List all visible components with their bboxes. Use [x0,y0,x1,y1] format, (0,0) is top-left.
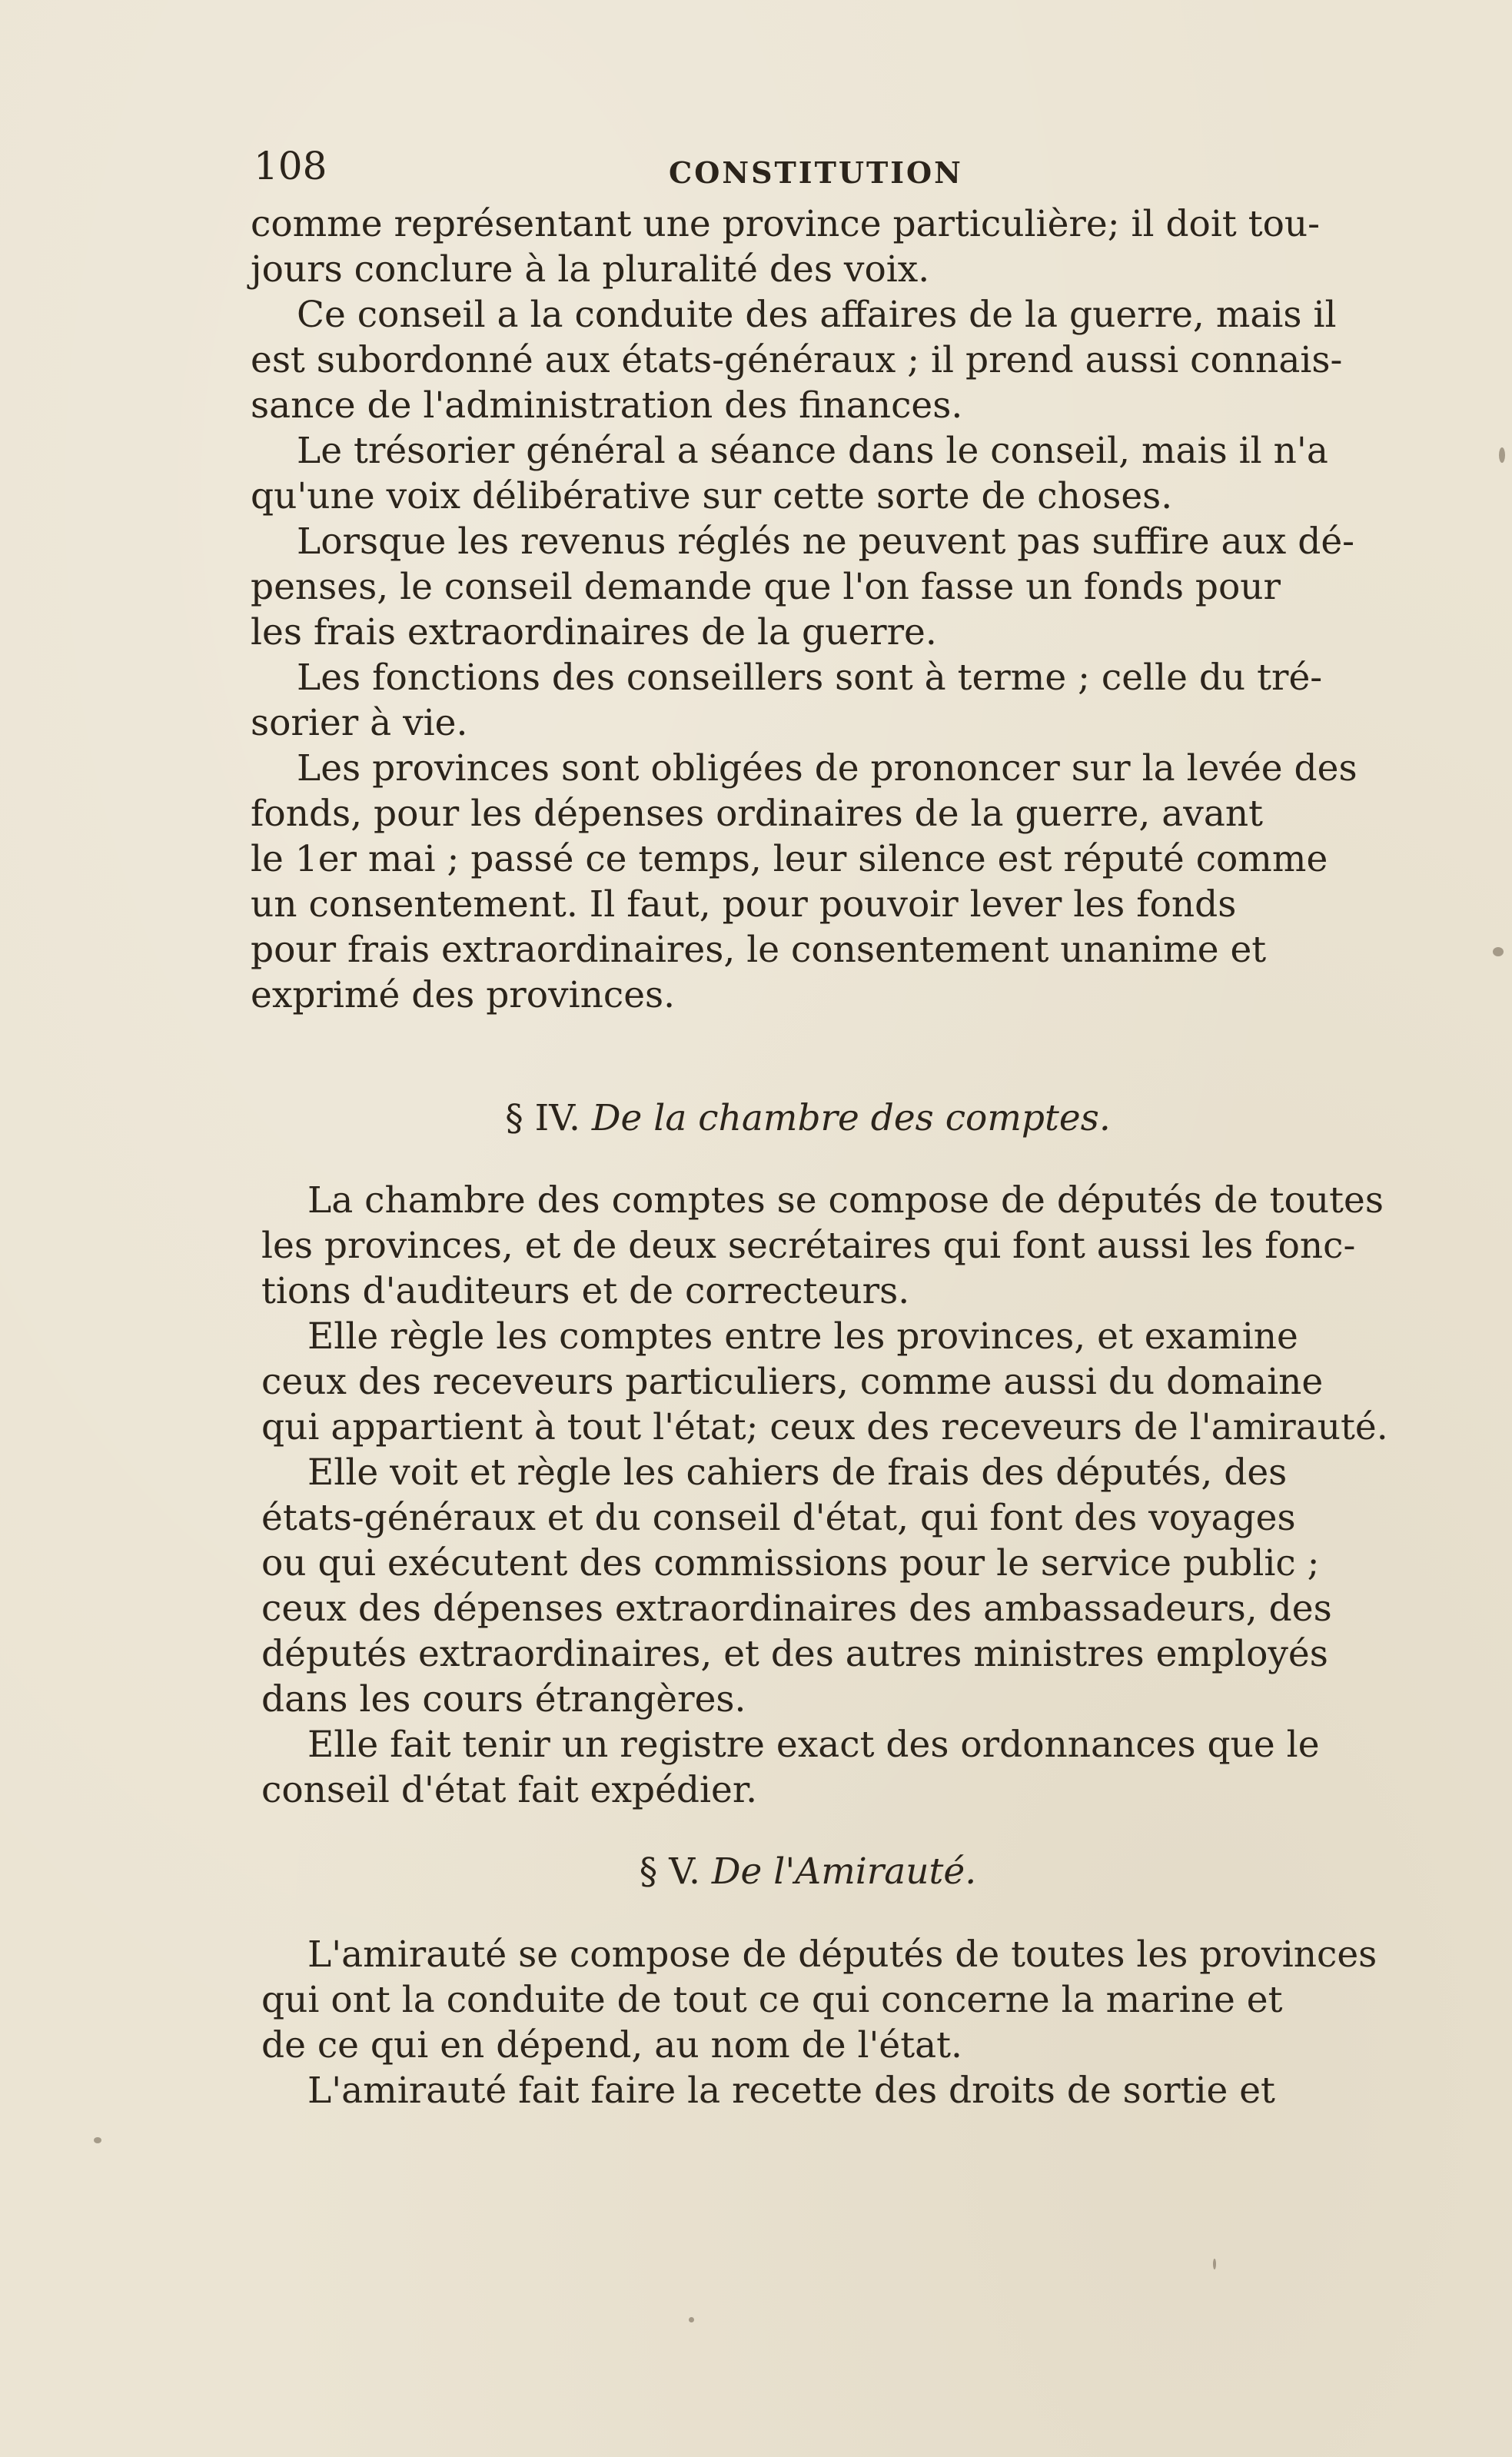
text-line: Elle règle les comptes entre les provinces, et examine [307,1315,1298,1358]
text-line: sance de l'administration des finances. [251,384,963,427]
text-line: L'amirauté fait faire la recette des droits de sortie et [307,2070,1275,2112]
text-line: Elle voit et règle les cahiers de frais des députés, des [307,1451,1288,1494]
text-line: un consentement. Il faut, pour pouvoir lever les fonds [251,883,1237,926]
paper-speck [94,2137,101,2143]
text-line: ceux des dépenses extraordinaires des ambassadeurs, des [261,1588,1332,1630]
text-line: La chambre des comptes se compose de députés de toutes [307,1179,1384,1222]
text-line: jours conclure à la pluralité des voix. [251,248,930,291]
text-block-3 [261,1932,1376,2113]
text-line: est subordonné aux états-généraux ; il prend aussi connais- [251,339,1343,381]
text-line: Ce conseil a la conduite des affaires de la guerre, mais il [297,294,1337,336]
section-title: De la chambre des comptes. [591,1097,1111,1139]
section-heading-v [251,1849,1365,1894]
text-line: fonds, pour les dépenses ordinaires de la guerre, avant [251,793,1264,835]
text-line: dans les cours étrangères. [261,1678,746,1721]
text-line: de ce qui en dépend, au nom de l'état. [261,2024,962,2066]
text-line: pour frais extraordinaires, le consentement unanime et [251,929,1267,971]
running-head: CONSTITUTION [669,155,963,190]
text-line: qui appartient à tout l'état; ceux des receveurs de l'amirauté. [261,1406,1388,1448]
text-line: Les provinces sont obligées de prononcer sur la levée des [297,747,1357,790]
text-line: qu'une voix délibérative sur cette sorte de choses. [251,475,1173,517]
paper-speck [1213,2259,1216,2269]
text-line: les provinces, et de deux secrétaires qui font aussi les fonc- [261,1225,1356,1267]
text-line: le 1er mai ; passé ce temps, leur silence est réputé comme [251,838,1328,880]
text-line: ceux des receveurs particuliers, comme aussi du domaine [261,1361,1324,1403]
paper-speck [689,2317,694,2322]
text-line: états-généraux et du conseil d'état, qui font des voyages [261,1497,1296,1539]
text-block-2 [261,1178,1388,1813]
text-line: Lorsque les revenus réglés ne peuvent pas suffire aux dé- [297,520,1355,563]
text-line: conseil d'état fait expédier. [261,1769,758,1811]
page-number: 108 [254,144,327,188]
text-line: penses, le conseil demande que l'on fasse un fonds pour [251,566,1281,608]
text-line: Le trésorier général a séance dans le conseil, mais il n'a [297,430,1328,472]
text-line: sorier à vie. [251,702,468,744]
text-line: tions d'auditeurs et de correcteurs. [261,1270,910,1312]
text-line: comme représentant une province particulière; il doit tou- [251,203,1321,245]
section-heading-iv [251,1096,1365,1141]
text-line: exprimé des provinces. [251,974,676,1016]
text-line: Elle fait tenir un registre exact des ordonnances que le [307,1724,1320,1766]
text-line: les frais extraordinaires de la guerre. [251,611,937,653]
paper-speck [1493,947,1504,956]
text-block-1 [251,201,1365,1018]
text-line: députés extraordinaires, et des autres ministres employés [261,1633,1328,1675]
text-line: Les fonctions des conseillers sont à terme ; celle du tré- [297,657,1323,699]
text-line: qui ont la conduite de tout ce qui concerne la marine et [261,1979,1283,2021]
section-mark: § V. [639,1850,700,1893]
section-title: De l'Amirauté. [711,1850,977,1893]
text-line: L'amirauté se compose de députés de toutes les provinces [307,1933,1377,1976]
text-line: ou qui exécutent des commissions pour le service public ; [261,1542,1320,1584]
paper-speck [1499,447,1505,463]
section-mark: § IV. [505,1097,580,1139]
